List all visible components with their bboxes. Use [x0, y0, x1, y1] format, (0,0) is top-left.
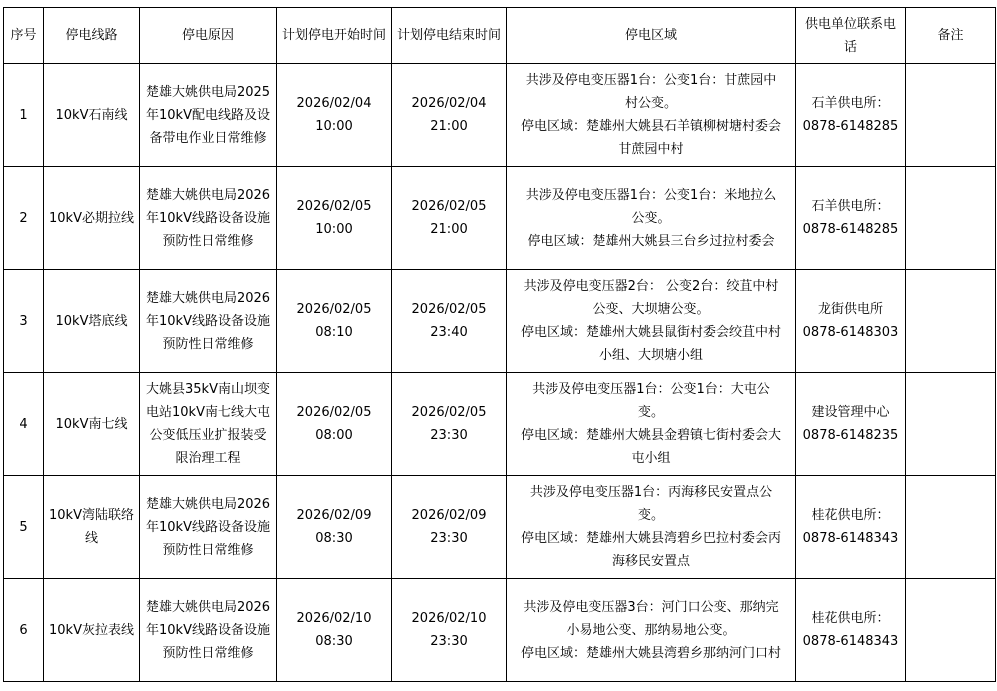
row-phone: 0878-6148285 [802, 222, 899, 237]
row-start-time: 10:00 [315, 119, 353, 134]
row-unit: 石羊供电所： [811, 199, 890, 214]
row-start-date: 2026/02/05 [296, 199, 372, 214]
row-transformers: 共涉及停电变压器1台：公变1台：大屯公变。 [532, 382, 770, 420]
row-remark [906, 476, 996, 579]
row-seq: 6 [4, 579, 44, 682]
row-transformers: 共涉及停电变压器1台：公变1台：甘蔗园中村公变。 [525, 73, 777, 111]
row-unit: 建设管理中心 [811, 405, 890, 420]
row-phone: 0878-6148235 [802, 428, 899, 443]
row-remark [906, 270, 996, 373]
row-contact [796, 373, 906, 476]
row-start [277, 270, 392, 373]
header-start: 计划停电开始时间 [277, 8, 392, 64]
row-end-date: 2026/02/09 [411, 508, 487, 523]
row-end [392, 167, 507, 270]
row-end [392, 64, 507, 167]
row-region: 停电区域：楚雄州大姚县鼠街村委会绞苴中村小组、大坝塘小组 [521, 325, 782, 363]
header-contact: 供电单位联系电话 [796, 8, 906, 64]
row-start [277, 373, 392, 476]
row-start [277, 476, 392, 579]
row-unit: 龙街供电所 [817, 302, 883, 317]
row-end [392, 270, 507, 373]
row-line: 10kV石南线 [44, 64, 140, 167]
row-reason: 楚雄大姚供电局2026年10kV线路设备设施预防性日常维修 [140, 167, 277, 270]
row-unit: 桂花供电所： [811, 508, 890, 523]
row-end [392, 373, 507, 476]
row-start-date: 2026/02/04 [296, 96, 372, 111]
row-remark [906, 167, 996, 270]
row-area [507, 64, 796, 167]
header-reason: 停电原因 [140, 8, 277, 64]
row-seq: 4 [4, 373, 44, 476]
row-transformers: 共涉及停电变压器3台：河门口公变、那纳完小易地公变、那纳易地公变。 [523, 599, 779, 638]
table-row [4, 476, 996, 579]
row-line: 10kV湾陆联络线 [44, 476, 140, 579]
row-seq: 5 [4, 476, 44, 579]
header-area: 停电区域 [507, 8, 796, 64]
row-end-time: 23:30 [430, 531, 468, 546]
row-start-date: 2026/02/10 [296, 611, 372, 626]
row-end-date: 2026/02/05 [411, 302, 487, 317]
row-end-date: 2026/02/10 [411, 611, 487, 626]
row-reason: 楚雄大姚供电局2025年10kV配电线路及设备带电作业日常维修 [140, 64, 277, 167]
row-region: 停电区域：楚雄州大姚县三台乡过拉村委会 [527, 233, 775, 249]
table-row [4, 64, 996, 167]
row-end-time: 21:00 [430, 119, 468, 134]
row-reason: 楚雄大姚供电局2026年10kV线路设备设施预防性日常维修 [140, 579, 277, 682]
row-contact [796, 476, 906, 579]
row-phone: 0878-6148285 [802, 119, 899, 134]
row-start [277, 167, 392, 270]
row-end-date: 2026/02/04 [411, 96, 487, 111]
row-seq: 2 [4, 167, 44, 270]
row-end-time: 23:40 [430, 325, 468, 340]
row-start-date: 2026/02/09 [296, 508, 372, 523]
outage-schedule-table [3, 7, 996, 682]
row-region: 停电区域：楚雄州大姚县石羊镇柳树塘村委会甘蔗园中村 [521, 119, 782, 157]
row-end-time: 23:30 [430, 428, 468, 443]
row-end [392, 579, 507, 682]
table-row [4, 167, 996, 270]
row-reason: 楚雄大姚供电局2026年10kV线路设备设施预防性日常维修 [140, 476, 277, 579]
row-end-date: 2026/02/05 [411, 405, 487, 420]
row-reason: 楚雄大姚供电局2026年10kV线路设备设施预防性日常维修 [140, 270, 277, 373]
row-unit: 桂花供电所： [811, 611, 890, 626]
row-remark [906, 579, 996, 682]
table-row [4, 373, 996, 476]
header-seq: 序号 [4, 8, 44, 64]
row-area [507, 579, 796, 682]
row-remark [906, 64, 996, 167]
row-area [507, 373, 796, 476]
row-line: 10kV南七线 [44, 373, 140, 476]
row-start-time: 08:30 [315, 531, 353, 546]
row-contact [796, 167, 906, 270]
row-transformers: 共涉及停电变压器2台： 公变2台：绞苴中村公变、大坝塘公变。 [523, 279, 779, 317]
header-line: 停电线路 [44, 8, 140, 64]
row-transformers: 共涉及停电变压器1台：丙海移民安置点公变。 [529, 485, 773, 523]
row-start-time: 08:10 [315, 325, 353, 340]
row-reason: 大姚县35kV南山坝变电站10kV南七线大屯公变低压业扩报装受限治理工程 [140, 373, 277, 476]
header-remark: 备注 [906, 8, 996, 64]
row-start-date: 2026/02/05 [296, 405, 372, 420]
row-phone: 0878-6148343 [802, 531, 899, 546]
row-start-date: 2026/02/05 [296, 302, 372, 317]
row-area [507, 270, 796, 373]
row-end-time: 21:00 [430, 222, 468, 237]
row-region: 停电区域：楚雄州大姚县湾碧乡那纳河门口村 [521, 645, 782, 661]
row-unit: 石羊供电所： [811, 96, 890, 111]
table-row [4, 579, 996, 682]
row-transformers: 共涉及停电变压器1台：公变1台：米地拉么公变。 [525, 187, 777, 226]
header-row [4, 8, 996, 64]
row-seq: 1 [4, 64, 44, 167]
row-start [277, 579, 392, 682]
row-line: 10kV必期拉线 [44, 167, 140, 270]
row-start [277, 64, 392, 167]
row-seq: 3 [4, 270, 44, 373]
row-end-time: 23:30 [430, 634, 468, 649]
row-contact [796, 64, 906, 167]
row-phone: 0878-6148303 [802, 325, 899, 340]
row-area [507, 167, 796, 270]
row-region: 停电区域：楚雄州大姚县金碧镇七街村委会大屯小组 [521, 428, 782, 466]
table-row [4, 270, 996, 373]
row-start-time: 08:00 [315, 428, 353, 443]
row-contact [796, 270, 906, 373]
row-phone: 0878-6148343 [802, 634, 899, 649]
row-start-time: 10:00 [315, 222, 353, 237]
row-start-time: 08:30 [315, 634, 353, 649]
row-line: 10kV灰拉表线 [44, 579, 140, 682]
row-region: 停电区域：楚雄州大姚县湾碧乡巴拉村委会丙海移民安置点 [521, 531, 782, 569]
row-line: 10kV塔底线 [44, 270, 140, 373]
header-end: 计划停电结束时间 [392, 8, 507, 64]
row-area [507, 476, 796, 579]
row-remark [906, 373, 996, 476]
row-end-date: 2026/02/05 [411, 199, 487, 214]
row-end [392, 476, 507, 579]
row-contact [796, 579, 906, 682]
